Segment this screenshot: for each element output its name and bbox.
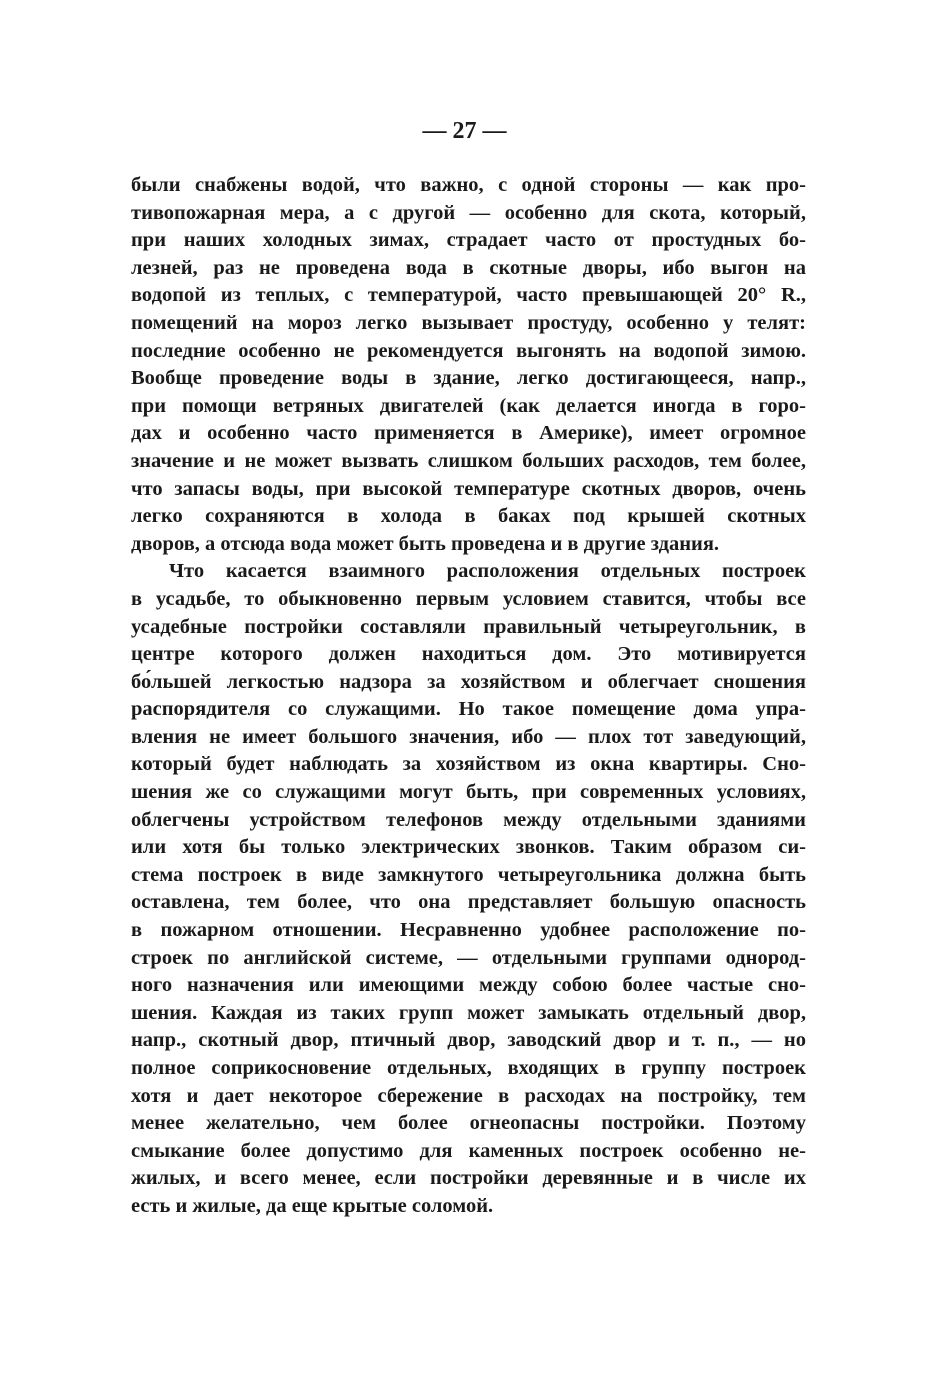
text-line: хотя и дает некоторое сбережение в расходах на постройку, тем (131, 1084, 806, 1107)
text-line: оставлена, тем более, что она представляет большую опасность (131, 891, 806, 914)
paragraph-first-line: Что касается взаимного расположения отдельных построек (169, 560, 806, 583)
page-number: — 27 — (422, 118, 507, 144)
text-line: водопой из теплых, с температурой, часто превышающей 20° R., (131, 284, 806, 307)
text-line: шения. Каждая из таких групп может замыкать отдельный двор, (131, 1001, 806, 1024)
text-line: что запасы воды, при высокой температуре скотных дворов, очень (131, 477, 806, 500)
text-line: дах и особенно часто применяется в Америке), имеет огромное (131, 422, 806, 445)
body-text (131, 172, 806, 1221)
text-line: дворов, а отсюда вода может быть проведена и в другие здания. (131, 532, 720, 555)
text-line: полное соприкосновение отдельных, входящих в группу построек (131, 1057, 806, 1079)
text-line: облегчены устройством телефонов между отдельными зданиями (131, 808, 806, 831)
text-line: Вообще проведение воды в здание, легко достигающееся, напр., (131, 367, 806, 390)
text-line: который будет наблюдать за хозяйством из окна квартиры. Сно- (131, 753, 806, 776)
text-line: в пожарном отношении. Несравненно удобнее расположение по- (131, 919, 806, 942)
text-line: центре которого должен находиться дом. Это мотивируется (131, 643, 806, 666)
text-line: усадебные постройки составляли правильный четыреугольник, в (131, 615, 806, 638)
text-line: последние особенно не рекомендуется выгонять на водопой зимою. (131, 339, 806, 362)
text-line: бо́льшей легкостью надзора за хозяйством и облегчает сношения (131, 670, 806, 693)
text-line: шения же со служащими могут быть, при современных условиях, (131, 781, 806, 804)
text-line: при наших холодных зимах, страдает часто от простудных бо- (131, 229, 806, 252)
text-line: строек по английской системе, — отдельными группами однород- (131, 946, 806, 969)
text-line: в усадьбе, то обыкновенно первым условием ставится, чтобы все (131, 587, 806, 610)
text-line: распорядителя со служащими. Но такое помещение дома упра- (131, 698, 806, 721)
text-line: лезней, раз не проведена вода в скотные дворы, ибо выгон на (131, 256, 806, 279)
text-line: были снабжены водой, что важно, с одной стороны — как про- (131, 174, 806, 196)
text-line: стема построек в виде замкнутого четыреугольника должна быть (131, 863, 806, 886)
text-line: менее желательно, чем более огнеопасны постройки. Поэтому (131, 1112, 806, 1135)
text-line: смыкание более допустимо для каменных построек особенно не- (131, 1139, 806, 1162)
text-line: жилых, и всего менее, если постройки деревянные и в числе их (131, 1167, 806, 1190)
text-line: напр., скотный двор, птичный двор, заводский двор и т. п., — но (131, 1029, 806, 1052)
text-line: есть и жилые, да еще крытые соломой. (131, 1194, 494, 1217)
text-line: при помощи ветряных двигателей (как делается иногда в горо- (131, 394, 806, 417)
text-line: или хотя бы только электрических звонков. Таким образом си- (131, 836, 806, 859)
text-line: значение и не может вызвать слишком больших расходов, тем более, (131, 449, 806, 472)
text-line: помещений на мороз легко вызывает простуду, особенно у телят: (131, 311, 806, 334)
text-line: легко сохраняются в холода в баках под крышей скотных (131, 505, 806, 528)
text-line: ного назначения или имеющими между собою более частые сно- (131, 974, 806, 997)
text-line: тивопожарная мера, а с другой — особенно для скота, который, (131, 201, 806, 224)
text-line: вления не имеет большого значения, ибо — плох тот заведующий, (131, 725, 806, 748)
